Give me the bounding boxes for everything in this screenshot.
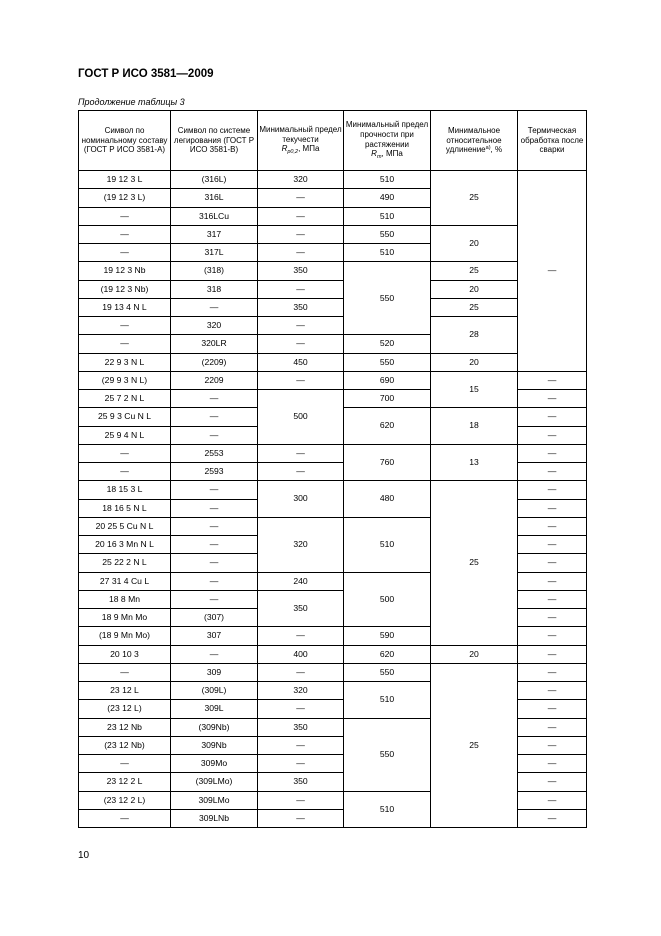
table-row xyxy=(79,298,587,316)
cell-yield: 300 xyxy=(258,481,344,518)
cell-yield: 350 xyxy=(258,773,344,791)
cell-yield: — xyxy=(258,335,344,353)
cell-tensile: 760 xyxy=(344,444,431,481)
cell-heat: — xyxy=(518,171,587,372)
cell-nominal: (19 12 3 Nb) xyxy=(79,280,171,298)
header-tensile-strength: Минимальный предел прочности при растяжении $R_m$, МПа xyxy=(344,111,431,171)
cell-nominal: — xyxy=(79,463,171,481)
cell-elongation: 20 xyxy=(431,645,518,663)
cell-tensile: 520 xyxy=(344,335,431,353)
cell-alloy: (316L) xyxy=(171,171,258,189)
cell-heat: — xyxy=(518,371,587,389)
cell-alloy: — xyxy=(171,298,258,316)
cell-heat: — xyxy=(518,444,587,462)
cell-alloy: 320LR xyxy=(171,335,258,353)
cell-elongation: 20 xyxy=(431,280,518,298)
cell-yield: 350 xyxy=(258,718,344,736)
table-row xyxy=(79,280,587,298)
cell-elongation: 20 xyxy=(431,225,518,262)
cell-tensile: 490 xyxy=(344,189,431,207)
cell-tensile: 690 xyxy=(344,371,431,389)
cell-yield: — xyxy=(258,463,344,481)
cell-yield: — xyxy=(258,444,344,462)
cell-heat: — xyxy=(518,572,587,590)
cell-heat: — xyxy=(518,390,587,408)
cell-heat: — xyxy=(518,554,587,572)
cell-nominal: 20 10 3 xyxy=(79,645,171,663)
cell-tensile: 480 xyxy=(344,481,431,518)
cell-heat: — xyxy=(518,481,587,499)
cell-nominal: — xyxy=(79,809,171,827)
cell-alloy: — xyxy=(171,499,258,517)
cell-nominal: (23 12 L) xyxy=(79,700,171,718)
cell-tensile: 510 xyxy=(344,244,431,262)
cell-nominal: — xyxy=(79,444,171,462)
cell-yield: — xyxy=(258,791,344,809)
cell-yield: — xyxy=(258,627,344,645)
cell-nominal: 20 25 5 Cu N L xyxy=(79,517,171,535)
cell-heat: — xyxy=(518,590,587,608)
cell-yield: 350 xyxy=(258,590,344,627)
cell-tensile: 550 xyxy=(344,718,431,791)
cell-heat: — xyxy=(518,663,587,681)
page-number: 10 xyxy=(78,850,90,861)
cell-yield: — xyxy=(258,371,344,389)
standard-title: ГОСТ Р ИСО 3581—2009 xyxy=(78,68,214,80)
cell-yield: 350 xyxy=(258,298,344,316)
cell-nominal: 27 31 4 Cu L xyxy=(79,572,171,590)
cell-nominal: 18 16 5 N L xyxy=(79,499,171,517)
cell-alloy: — xyxy=(171,645,258,663)
cell-nominal: 18 8 Mn xyxy=(79,590,171,608)
cell-nominal: 23 12 L xyxy=(79,682,171,700)
cell-alloy: — xyxy=(171,554,258,572)
cell-heat: — xyxy=(518,645,587,663)
cell-tensile: 620 xyxy=(344,645,431,663)
table-caption: Продолжение таблицы 3 xyxy=(78,97,185,107)
cell-tensile: 550 xyxy=(344,663,431,681)
table-row xyxy=(79,645,587,663)
cell-alloy: 309Nb xyxy=(171,736,258,754)
cell-tensile: 510 xyxy=(344,682,431,719)
cell-yield: — xyxy=(258,207,344,225)
cell-elongation: 18 xyxy=(431,408,518,445)
cell-yield: — xyxy=(258,225,344,243)
cell-alloy: — xyxy=(171,426,258,444)
cell-heat: — xyxy=(518,736,587,754)
cell-heat: — xyxy=(518,517,587,535)
cell-alloy: — xyxy=(171,408,258,426)
cell-elongation: 25 xyxy=(431,171,518,226)
cell-alloy: 318 xyxy=(171,280,258,298)
cell-alloy: — xyxy=(171,536,258,554)
cell-alloy: (2209) xyxy=(171,353,258,371)
cell-nominal: 23 12 Nb xyxy=(79,718,171,736)
cell-yield: 320 xyxy=(258,682,344,700)
cell-alloy: (309Nb) xyxy=(171,718,258,736)
cell-nominal: (23 12 2 L) xyxy=(79,791,171,809)
cell-nominal: 23 12 2 L xyxy=(79,773,171,791)
cell-nominal: 25 9 4 N L xyxy=(79,426,171,444)
cell-heat: — xyxy=(518,718,587,736)
cell-heat: — xyxy=(518,463,587,481)
cell-alloy: 320 xyxy=(171,317,258,335)
cell-alloy: 2209 xyxy=(171,371,258,389)
cell-tensile: 590 xyxy=(344,627,431,645)
cell-heat: — xyxy=(518,791,587,809)
cell-elongation: 28 xyxy=(431,317,518,354)
table-row xyxy=(79,663,587,681)
cell-nominal: — xyxy=(79,225,171,243)
cell-yield: — xyxy=(258,700,344,718)
cell-heat: — xyxy=(518,536,587,554)
cell-heat: — xyxy=(518,627,587,645)
cell-nominal: 25 9 3 Cu N L xyxy=(79,408,171,426)
cell-yield: — xyxy=(258,736,344,754)
cell-tensile: 510 xyxy=(344,171,431,189)
cell-elongation: 13 xyxy=(431,444,518,481)
cell-alloy: 2553 xyxy=(171,444,258,462)
table-row xyxy=(79,371,587,389)
cell-alloy: — xyxy=(171,572,258,590)
cell-nominal: 19 13 4 N L xyxy=(79,298,171,316)
header-elongation: Минимальное относительное удлинение$^{a)}$, % xyxy=(431,111,518,171)
cell-nominal: — xyxy=(79,244,171,262)
cell-heat: — xyxy=(518,809,587,827)
cell-nominal: — xyxy=(79,755,171,773)
table-row xyxy=(79,353,587,371)
cell-heat: — xyxy=(518,408,587,426)
cell-nominal: 20 16 3 Mn N L xyxy=(79,536,171,554)
cell-tensile: 500 xyxy=(344,572,431,627)
cell-alloy: 309L xyxy=(171,700,258,718)
cell-heat: — xyxy=(518,426,587,444)
cell-alloy: 316L xyxy=(171,189,258,207)
cell-alloy: 2593 xyxy=(171,463,258,481)
cell-alloy: (309L) xyxy=(171,682,258,700)
cell-tensile: 550 xyxy=(344,225,431,243)
cell-yield: — xyxy=(258,663,344,681)
cell-yield: 450 xyxy=(258,353,344,371)
cell-nominal: (19 12 3 L) xyxy=(79,189,171,207)
cell-nominal: (29 9 3 N L) xyxy=(79,371,171,389)
header-heat-treatment: Термическая обработка после сварки xyxy=(518,111,587,171)
cell-tensile: 550 xyxy=(344,353,431,371)
cell-nominal: 22 9 3 N L xyxy=(79,353,171,371)
cell-tensile: 620 xyxy=(344,408,431,445)
cell-tensile: 510 xyxy=(344,207,431,225)
cell-nominal: 19 12 3 L xyxy=(79,171,171,189)
table-row xyxy=(79,225,587,243)
cell-yield: — xyxy=(258,280,344,298)
header-nominal-symbol: Символ по номинальному составу (ГОСТ Р ИСО 3581-А) xyxy=(79,111,171,171)
cell-elongation: 25 xyxy=(431,481,518,645)
cell-alloy: 309 xyxy=(171,663,258,681)
cell-nominal: — xyxy=(79,663,171,681)
table-row xyxy=(79,317,587,335)
cell-alloy: 309Mo xyxy=(171,755,258,773)
cell-elongation: 25 xyxy=(431,298,518,316)
cell-nominal: 25 22 2 N L xyxy=(79,554,171,572)
cell-tensile: 700 xyxy=(344,390,431,408)
cell-alloy: 316LCu xyxy=(171,207,258,225)
cell-nominal: (18 9 Mn Mo) xyxy=(79,627,171,645)
header-alloy-symbol: Символ по системе легирования (ГОСТ Р ИСО 3581-В) xyxy=(171,111,258,171)
cell-nominal: — xyxy=(79,207,171,225)
cell-heat: — xyxy=(518,682,587,700)
cell-tensile: 550 xyxy=(344,262,431,335)
cell-yield: 350 xyxy=(258,262,344,280)
cell-alloy: 317L xyxy=(171,244,258,262)
cell-yield: 500 xyxy=(258,390,344,445)
cell-yield: — xyxy=(258,189,344,207)
table-row xyxy=(79,262,587,280)
cell-yield: — xyxy=(258,317,344,335)
cell-alloy: 307 xyxy=(171,627,258,645)
properties-table xyxy=(78,110,587,828)
cell-alloy: — xyxy=(171,390,258,408)
cell-tensile: 510 xyxy=(344,517,431,572)
cell-yield: 400 xyxy=(258,645,344,663)
cell-yield: — xyxy=(258,755,344,773)
cell-heat: — xyxy=(518,499,587,517)
cell-yield: — xyxy=(258,809,344,827)
cell-heat: — xyxy=(518,700,587,718)
cell-heat: — xyxy=(518,773,587,791)
cell-alloy: (318) xyxy=(171,262,258,280)
cell-alloy: — xyxy=(171,517,258,535)
cell-alloy: 309LMo xyxy=(171,791,258,809)
cell-elongation: 25 xyxy=(431,262,518,280)
table-row xyxy=(79,481,587,499)
cell-yield: 240 xyxy=(258,572,344,590)
cell-elongation: 25 xyxy=(431,663,518,827)
cell-heat: — xyxy=(518,609,587,627)
cell-alloy: 317 xyxy=(171,225,258,243)
cell-heat: — xyxy=(518,755,587,773)
cell-alloy: 309LNb xyxy=(171,809,258,827)
cell-elongation: 15 xyxy=(431,371,518,408)
cell-nominal: 19 12 3 Nb xyxy=(79,262,171,280)
cell-nominal: 18 15 3 L xyxy=(79,481,171,499)
cell-alloy: — xyxy=(171,481,258,499)
cell-alloy: (307) xyxy=(171,609,258,627)
cell-nominal: 25 7 2 N L xyxy=(79,390,171,408)
header-yield-strength: Минимальный предел текучести $R_{p0,2}$, МПа xyxy=(258,111,344,171)
table-row xyxy=(79,444,587,462)
cell-yield: 320 xyxy=(258,517,344,572)
table-row xyxy=(79,171,587,189)
cell-alloy: — xyxy=(171,590,258,608)
cell-nominal: — xyxy=(79,335,171,353)
cell-alloy: (309LMo) xyxy=(171,773,258,791)
cell-nominal: 18 9 Mn Mo xyxy=(79,609,171,627)
cell-yield: — xyxy=(258,244,344,262)
cell-nominal: — xyxy=(79,317,171,335)
cell-yield: 320 xyxy=(258,171,344,189)
cell-elongation: 20 xyxy=(431,353,518,371)
cell-nominal: (23 12 Nb) xyxy=(79,736,171,754)
cell-tensile: 510 xyxy=(344,791,431,828)
